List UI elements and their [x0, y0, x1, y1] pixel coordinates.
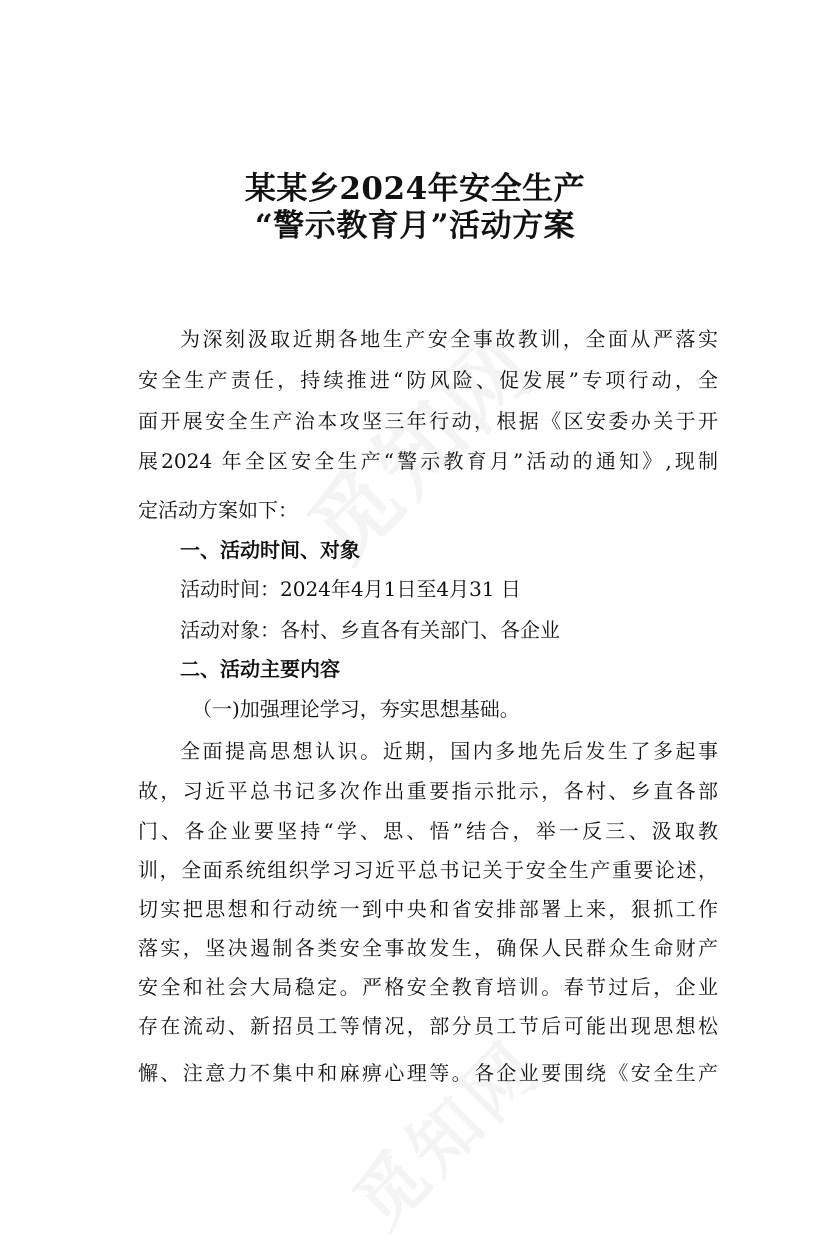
paragraph-line: 懈、注意力不集中和麻痹心理等。各企业要围绕《安全生产 [138, 1061, 718, 1085]
paragraph-line: 安全和社会大局稳定。严格安全教育培训。春节过后，企业 [138, 975, 718, 999]
activity-time: 活动时间：2024年4月1日至4月31 日 [180, 577, 521, 601]
paragraph-line: 切实把思想和行动统一到中央和省安排部署上来，狠抓工作 [138, 897, 718, 921]
paragraph-line: 落实，坚决遏制各类安全事故发生，确保人民群众生命财产 [138, 936, 718, 960]
paragraph-line: 故，习近平总书记多次作出重要指示批示，各村、乡直各部 [138, 779, 718, 803]
document-title-line2: “警示教育月”活动方案 [254, 208, 576, 244]
subsection-heading: （一)加强理论学习，夯实思想基础。 [192, 697, 520, 721]
intro-line: 面开展安全生产治本攻坚三年行动，根据《区安委办关于开 [138, 409, 718, 433]
activity-target: 活动对象：各村、乡直各有关部门、各企业 [180, 618, 560, 642]
intro-line: 展2024 年全区安全生产“警示教育月”活动的通知》,现制 [138, 449, 718, 473]
intro-line: 安全生产责任，持续推进“防风险、促发展”专项行动，全 [138, 368, 718, 392]
section-heading-main-content: 二、活动主要内容 [180, 657, 340, 681]
paragraph-line: 训，全面系统组织学习习近平总书记关于安全生产重要论述， [138, 858, 718, 882]
section-heading-time-target: 一、活动时间、对象 [180, 538, 360, 562]
document-title-line1: 某某乡2024年安全生产 [244, 171, 586, 207]
watermark [328, 1014, 561, 1247]
paragraph-line: 门、各企业要坚持“学、思、悟”结合，举一反三、汲取教 [138, 819, 718, 843]
paragraph-line: 全面提高思想认识。近期，国内多地先后发生了多起事 [180, 739, 718, 763]
paragraph-line: 存在流动、新招员工等情况，部分员工节后可能出现思想松 [138, 1014, 718, 1038]
intro-line: 定活动方案如下： [138, 498, 298, 522]
intro-line: 为深刻汲取近期各地生产安全事故教训，全面从严落实 [180, 327, 718, 351]
